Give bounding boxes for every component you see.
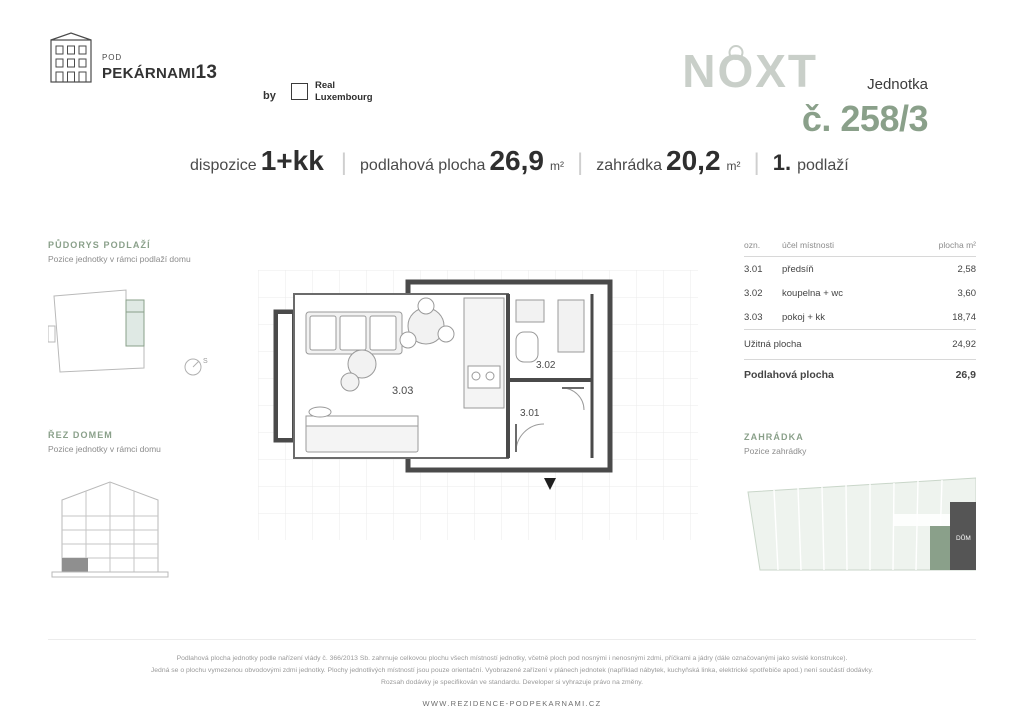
unit-summary: [190, 145, 984, 177]
floor-area-label: podlahová plocha: [360, 157, 486, 174]
footer-line-1: Podlahová plocha jednotky podle nařízení vlády č. 366/2013 Sb. zahrnuje celkovou plochu všech místností jednotky, včetně ploch pod nosnými i nenosnými zdmi, příčkami a jádry (dále označovanými jako svislé konstrukce).: [176, 655, 848, 663]
label-room-3-03: 3.03: [392, 385, 414, 397]
garden-sub: Pozice zahrádky: [744, 446, 807, 456]
table-row: [744, 257, 976, 281]
table-row: [744, 281, 976, 305]
usable-area-value: 24,92: [952, 339, 976, 350]
footer-line-2: Jedná se o plochu vymezenou obvodovými zdmi jednotky. Plochy jednotlivých místností jsou pouze orientační. Vyobrazené zařízení v plánech jednotek (například nábytek, kuchyňská linka, elektrické spotřebiče apod.) není součástí dodávky.: [150, 667, 874, 675]
garden-title: ZAHRÁDKA: [744, 432, 804, 442]
divider: |: [340, 149, 348, 176]
cell-name: pokoj + kk: [782, 312, 826, 323]
partner-logo: [291, 80, 373, 104]
brand-logo: [48, 32, 217, 84]
floor-number-label: podlaží: [797, 157, 849, 174]
room-table: [744, 240, 976, 390]
table-header-row: [744, 240, 976, 257]
footer-divider: [48, 639, 976, 640]
floor-plan-locator-sub: Pozice jednotky v rámci podlaží domu: [48, 254, 191, 264]
section-locator-sub: Pozice jednotky v rámci domu: [48, 444, 161, 454]
unit-number: č. 258/3: [801, 98, 928, 139]
table-row: [744, 305, 976, 329]
garden-area-value: 20,2: [666, 145, 721, 176]
floor-area-total-label: Podlahová plocha: [744, 369, 834, 381]
label-room-3-01: 3.01: [520, 408, 540, 419]
col-header-name: účel místnosti: [782, 240, 834, 250]
usable-area-row: [744, 330, 976, 359]
divider: |: [576, 149, 584, 176]
col-header-area: plocha m²: [938, 240, 976, 250]
garden-locator: [744, 432, 976, 574]
floor-area-row: [744, 360, 976, 390]
col-header-ozn: ozn.: [744, 240, 761, 250]
cell-ozn: 3.02: [744, 288, 763, 299]
brand-prefix: POD: [102, 53, 123, 62]
floor-plan-locator: [48, 240, 258, 387]
garden-area-unit: m²: [726, 159, 741, 173]
usable-area-label: Užitná plocha: [744, 339, 802, 350]
mini-floorplan-diagram: [48, 282, 178, 382]
label-room-3-02: 3.02: [536, 360, 556, 371]
svg-text:S: S: [203, 358, 209, 365]
garden-area-label: zahrádka: [596, 157, 663, 174]
next-logo: NOXT: [682, 45, 818, 97]
cell-name: předsíň: [782, 264, 814, 275]
cell-name: koupelna + wc: [782, 288, 843, 299]
garden-diagram: [744, 474, 976, 574]
footer: [48, 653, 976, 710]
by-label: by: [263, 90, 276, 102]
unit-floorplan: [258, 270, 698, 540]
cell-ozn: 3.01: [744, 264, 763, 275]
section-locator: [48, 430, 258, 591]
building-icon: [48, 32, 94, 84]
section-locator-title: ŘEZ DOMEM: [48, 430, 113, 440]
brand-number: 13: [195, 62, 218, 83]
divider: |: [753, 149, 760, 176]
square-icon: [291, 83, 308, 100]
floor-plan-locator-title: PŮDORYS PODLAŽÍ: [48, 240, 151, 250]
cell-area: 3,60: [957, 288, 976, 299]
cell-area: 18,74: [952, 312, 976, 323]
building-section-diagram: [48, 476, 188, 586]
partner-line2: Luxembourg: [315, 91, 373, 103]
floor-area-value: 26,9: [489, 145, 544, 176]
floor-number: 1.: [772, 150, 792, 175]
compass-icon: [182, 352, 216, 382]
dispozice-label: dispozice: [190, 157, 257, 174]
partner-line1: Real: [315, 80, 336, 91]
cell-area: 2,58: [957, 264, 976, 275]
website-url[interactable]: WWW.REZIDENCE-PODPEKARNAMI.CZ: [422, 698, 602, 708]
unit-label: Jednotka: [867, 76, 928, 93]
footer-line-3: Rozsah dodávky je specifikován ve standardu. Developer si vyhrazuje právo na změny.: [380, 678, 644, 686]
floor-area-total-value: 26,9: [955, 369, 976, 381]
brand-name: PEKÁRNAMI: [102, 65, 196, 82]
dispozice-value: 1+kk: [260, 145, 324, 176]
page-header: [48, 28, 976, 139]
cell-ozn: 3.03: [744, 312, 763, 323]
floor-area-unit: m²: [549, 159, 564, 173]
garden-house-label: DŮM: [956, 535, 971, 542]
floorplan-drawing: [258, 270, 698, 540]
